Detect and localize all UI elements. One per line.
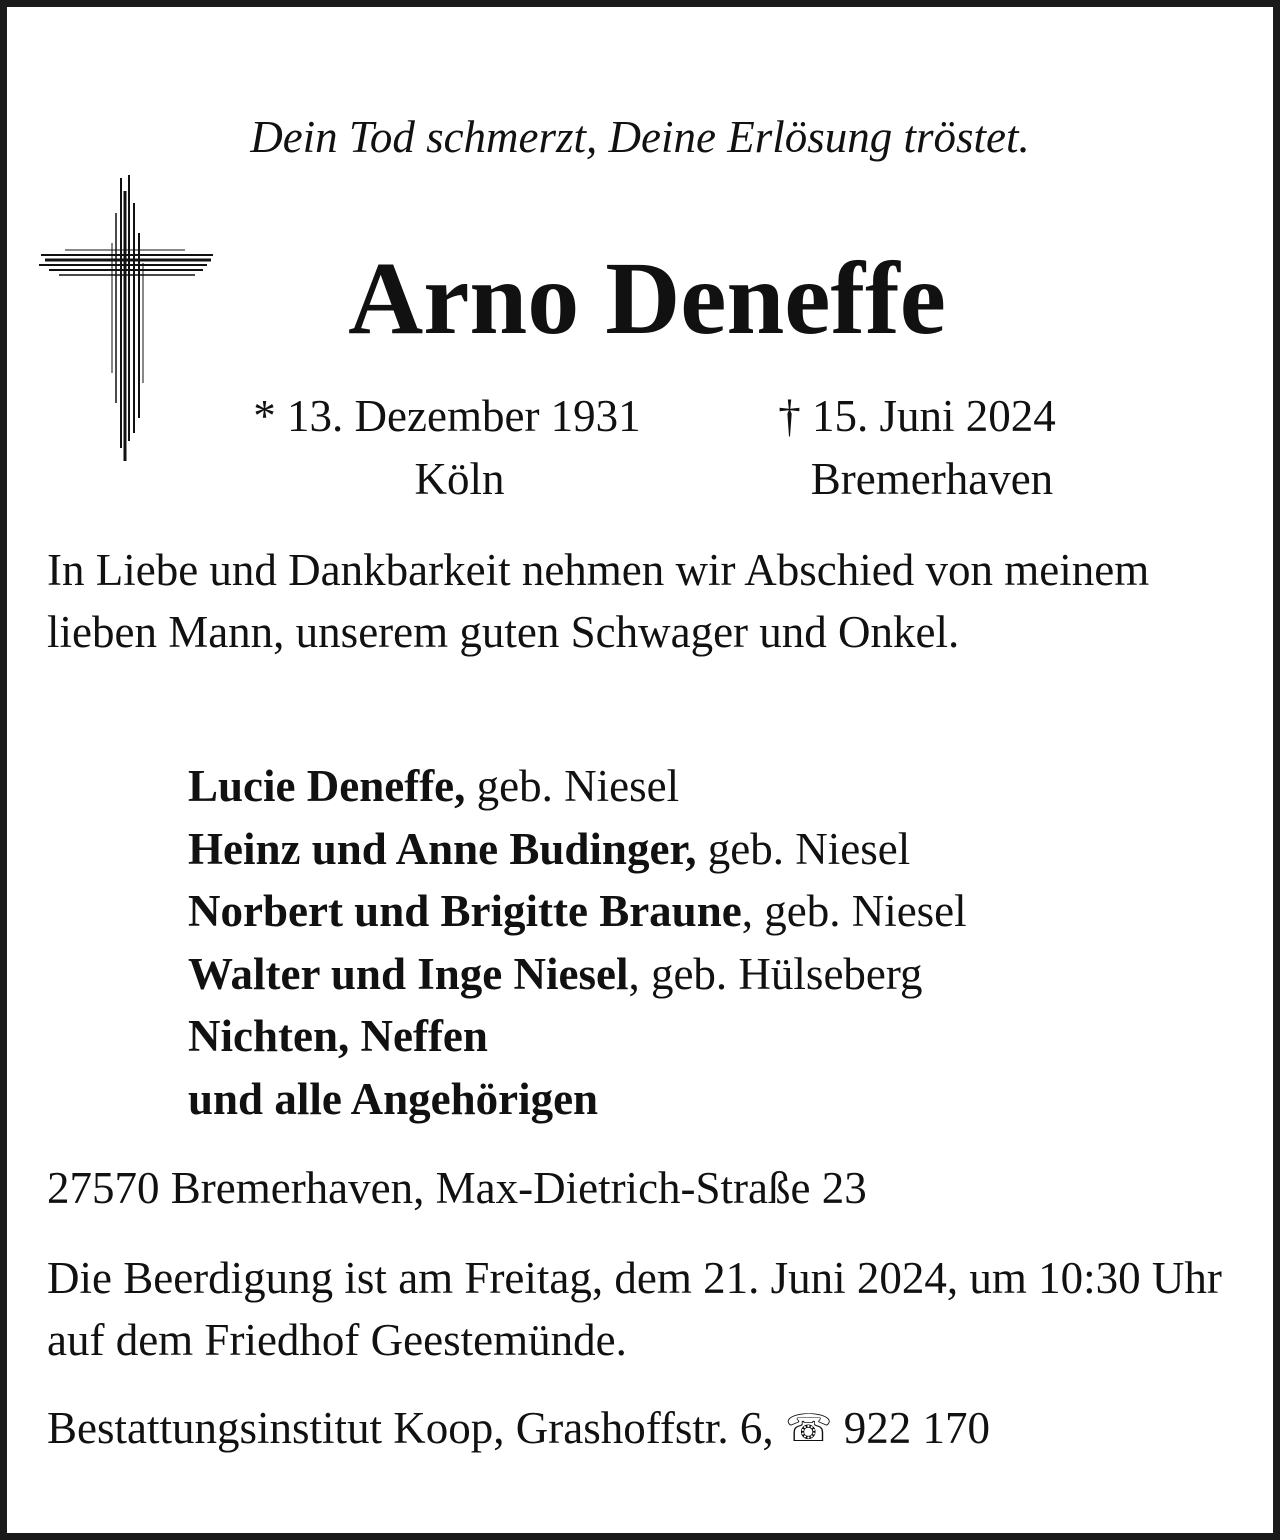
birth-place: Köln <box>414 454 505 504</box>
deceased-name: Arno Deneffe <box>348 241 946 356</box>
birth-date: * 13. Dezember 1931 <box>253 391 641 441</box>
phone-icon: ☏ <box>784 1406 833 1450</box>
mourner-line <box>188 818 967 881</box>
phone-number: 922 170 <box>843 1403 990 1453</box>
motto: Dein Tod schmerzt, Deine Erlösung tröstet. <box>250 112 1030 162</box>
family-address: 27570 Bremerhaven, Max-Dietrich-Straße 23 <box>47 1163 867 1213</box>
mourner-name: Lucie Deneffe, <box>188 761 466 811</box>
mourner-name: Nichten, Neffen <box>188 1011 488 1061</box>
mourner-line <box>188 1005 967 1068</box>
farewell-text: In Liebe und Dankbarkeit nehmen wir Abschied von meinem lieben Mann, unserem guten Schwager und Onkel. <box>47 545 1150 657</box>
mourner-name: Heinz und Anne Budinger, <box>188 823 697 874</box>
mourner-line <box>188 1068 967 1131</box>
mourner-name: Walter und Inge Niesel <box>188 948 629 999</box>
mourner-line <box>188 943 967 1006</box>
mourner-note: geb. Niesel <box>696 823 911 874</box>
mourner-note: geb. Niesel <box>465 761 680 811</box>
mourner-note: , geb. Hülseberg <box>628 948 923 999</box>
undertaker-name: Bestattungsinstitut Koop, Grashoffstr. 6, <box>47 1403 774 1453</box>
mourner-note: , geb. Niesel <box>741 886 967 936</box>
mourner-name: und alle Angehörigen <box>188 1073 599 1124</box>
mourner-line <box>188 755 967 818</box>
funeral-info: Die Beerdigung ist am Freitag, dem 21. Juni 2024, um 10:30 Uhr auf dem Friedhof Geestemünde. <box>47 1253 1222 1365</box>
mourner-line <box>188 880 967 943</box>
undertaker-info <box>47 1397 1247 1459</box>
mourners-list <box>188 755 967 1130</box>
mourner-name: Norbert und Brigitte Braune <box>188 886 742 936</box>
death-place: Bremerhaven <box>810 454 1054 504</box>
death-date: † 15. Juni 2024 <box>778 391 1056 441</box>
